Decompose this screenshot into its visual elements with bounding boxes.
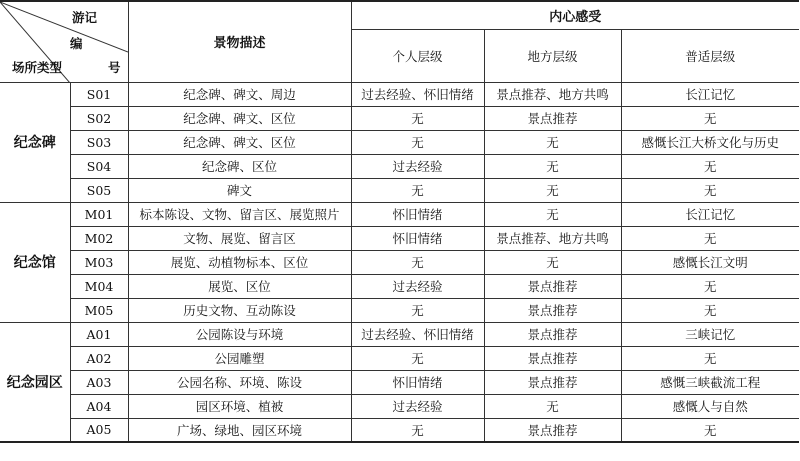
universal-level-cell: 三峡记忆 xyxy=(621,322,799,346)
corner-header xyxy=(0,1,128,82)
description-cell: 展览、动植物标本、区位 xyxy=(128,250,351,274)
code-cell: S04 xyxy=(70,154,128,178)
code-cell: A03 xyxy=(70,370,128,394)
personal-level-cell: 过去经验、怀旧情绪 xyxy=(351,322,484,346)
personal-level-cell: 无 xyxy=(351,178,484,202)
personal-level-cell: 过去经验 xyxy=(351,274,484,298)
corner-label-travelogue: 游记 xyxy=(72,10,98,25)
corner-label-site-type: 场所类型 xyxy=(12,60,63,75)
description-cell: 公园陈设与环境 xyxy=(128,322,351,346)
description-cell: 文物、展览、留言区 xyxy=(128,226,351,250)
universal-level-cell: 无 xyxy=(621,226,799,250)
universal-level-cell: 无 xyxy=(621,346,799,370)
personal-level-cell: 过去经验 xyxy=(351,154,484,178)
personal-level-cell: 过去经验、怀旧情绪 xyxy=(351,82,484,106)
local-level-cell: 景点推荐 xyxy=(484,346,621,370)
code-cell: M01 xyxy=(70,202,128,226)
universal-level-cell: 感慨长江大桥文化与历史 xyxy=(621,130,799,154)
universal-level-cell: 无 xyxy=(621,418,799,442)
table-row xyxy=(0,106,799,130)
table-row xyxy=(0,250,799,274)
description-cell: 纪念碑、碑文、周边 xyxy=(128,82,351,106)
description-cell: 纪念碑、碑文、区位 xyxy=(128,130,351,154)
table-row xyxy=(0,322,799,346)
code-cell: A05 xyxy=(70,418,128,442)
code-cell: M05 xyxy=(70,298,128,322)
site-type-cell: 纪念馆 xyxy=(0,202,70,322)
personal-level-header: 个人层级 xyxy=(351,29,484,82)
personal-level-cell: 无 xyxy=(351,130,484,154)
universal-level-cell: 感慨三峡截流工程 xyxy=(621,370,799,394)
inner-feeling-header: 内心感受 xyxy=(351,1,799,29)
code-cell: A04 xyxy=(70,394,128,418)
local-level-cell: 无 xyxy=(484,202,621,226)
local-level-cell: 无 xyxy=(484,250,621,274)
table-row xyxy=(0,346,799,370)
table-row xyxy=(0,178,799,202)
code-cell: S02 xyxy=(70,106,128,130)
code-cell: S01 xyxy=(70,82,128,106)
local-level-cell: 景点推荐 xyxy=(484,274,621,298)
local-level-header: 地方层级 xyxy=(484,29,621,82)
universal-level-header: 普适层级 xyxy=(621,29,799,82)
local-level-cell: 景点推荐 xyxy=(484,298,621,322)
personal-level-cell: 无 xyxy=(351,346,484,370)
table-row xyxy=(0,298,799,322)
universal-level-cell: 长江记忆 xyxy=(621,202,799,226)
personal-level-cell: 过去经验 xyxy=(351,394,484,418)
local-level-cell: 无 xyxy=(484,394,621,418)
table-row xyxy=(0,418,799,442)
personal-level-cell: 无 xyxy=(351,298,484,322)
table-row xyxy=(0,82,799,106)
code-cell: S05 xyxy=(70,178,128,202)
corner-label-bian: 编 xyxy=(70,36,83,51)
personal-level-cell: 怀旧情绪 xyxy=(351,226,484,250)
code-cell: M04 xyxy=(70,274,128,298)
local-level-cell: 景点推荐 xyxy=(484,106,621,130)
table-row xyxy=(0,394,799,418)
local-level-cell: 景点推荐、地方共鸣 xyxy=(484,82,621,106)
description-cell: 历史文物、互动陈设 xyxy=(128,298,351,322)
table-row xyxy=(0,226,799,250)
universal-level-cell: 无 xyxy=(621,274,799,298)
personal-level-cell: 怀旧情绪 xyxy=(351,202,484,226)
code-cell: A01 xyxy=(70,322,128,346)
personal-level-cell: 无 xyxy=(351,106,484,130)
universal-level-cell: 感慨人与自然 xyxy=(621,394,799,418)
local-level-cell: 无 xyxy=(484,178,621,202)
description-cell: 纪念碑、碑文、区位 xyxy=(128,106,351,130)
code-cell: A02 xyxy=(70,346,128,370)
table-row xyxy=(0,154,799,178)
universal-level-cell: 长江记忆 xyxy=(621,82,799,106)
table-body xyxy=(0,82,799,442)
description-cell: 标本陈设、文物、留言区、展览照片 xyxy=(128,202,351,226)
personal-level-cell: 怀旧情绪 xyxy=(351,370,484,394)
local-level-cell: 景点推荐、地方共鸣 xyxy=(484,226,621,250)
universal-level-cell: 无 xyxy=(621,298,799,322)
table-row xyxy=(0,370,799,394)
description-cell: 碑文 xyxy=(128,178,351,202)
table-row xyxy=(0,130,799,154)
local-level-cell: 景点推荐 xyxy=(484,418,621,442)
description-cell: 广场、绿地、园区环境 xyxy=(128,418,351,442)
description-cell: 公园雕塑 xyxy=(128,346,351,370)
code-cell: M02 xyxy=(70,226,128,250)
description-cell: 园区环境、植被 xyxy=(128,394,351,418)
personal-level-cell: 无 xyxy=(351,250,484,274)
local-level-cell: 无 xyxy=(484,154,621,178)
universal-level-cell: 无 xyxy=(621,106,799,130)
local-level-cell: 景点推荐 xyxy=(484,322,621,346)
universal-level-cell: 感慨长江文明 xyxy=(621,250,799,274)
table-row xyxy=(0,202,799,226)
universal-level-cell: 无 xyxy=(621,154,799,178)
corner-label-hao: 号 xyxy=(108,60,121,75)
local-level-cell: 无 xyxy=(484,130,621,154)
site-type-cell: 纪念碑 xyxy=(0,82,70,202)
description-cell: 公园名称、环境、陈设 xyxy=(128,370,351,394)
universal-level-cell: 无 xyxy=(621,178,799,202)
code-cell: S03 xyxy=(70,130,128,154)
table-row xyxy=(0,274,799,298)
local-level-cell: 景点推荐 xyxy=(484,370,621,394)
description-cell: 展览、区位 xyxy=(128,274,351,298)
site-type-cell: 纪念园区 xyxy=(0,322,70,442)
scene-description-header: 景物描述 xyxy=(128,1,351,82)
description-cell: 纪念碑、区位 xyxy=(128,154,351,178)
personal-level-cell: 无 xyxy=(351,418,484,442)
code-cell: M03 xyxy=(70,250,128,274)
